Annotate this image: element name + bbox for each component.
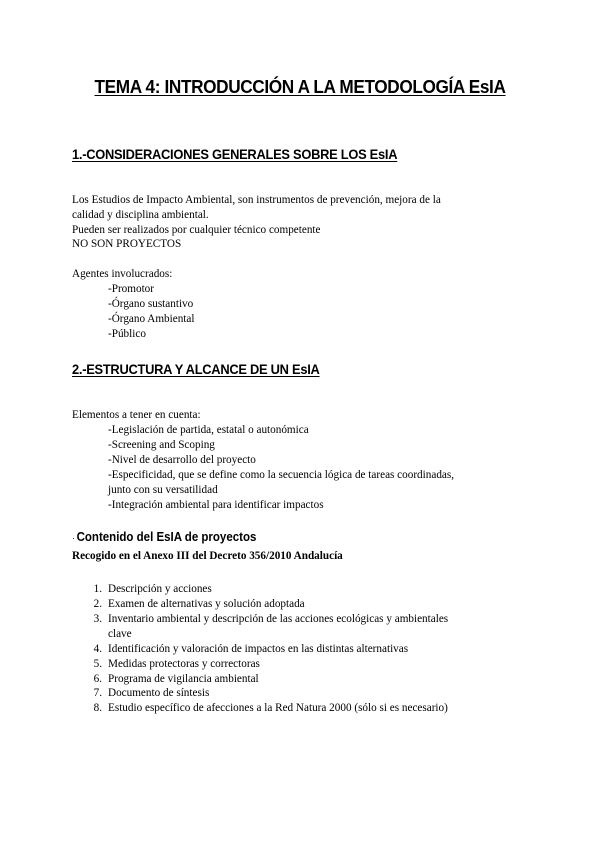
list-number: 7. bbox=[93, 687, 102, 699]
list-number: 2. bbox=[93, 598, 102, 610]
element-item: -Screening and Scoping bbox=[108, 439, 215, 451]
agent-item: -Órgano sustantivo bbox=[108, 298, 194, 310]
not-projects-line: NO SON PROYECTOS bbox=[72, 238, 182, 250]
section-3-heading bbox=[72, 530, 256, 544]
list-item: Identificación y valoración de impactos en las distintas alternativas bbox=[108, 643, 409, 655]
elements-label: Elementos a tener en cuenta: bbox=[72, 409, 201, 421]
element-item-continuation: junto con su versatilidad bbox=[108, 484, 218, 496]
list-item: Medidas protectoras y correctoras bbox=[108, 658, 260, 670]
list-item: Documento de síntesis bbox=[108, 687, 210, 699]
bullet-dot: · bbox=[72, 533, 75, 543]
section-2-heading: 2.-ESTRUCTURA Y ALCANCE DE UN EsIA bbox=[72, 361, 320, 377]
list-item: Descripción y acciones bbox=[108, 583, 212, 595]
list-item: Inventario ambiental y descripción de las acciones ecológicas y ambientales bbox=[108, 613, 449, 625]
element-item: -Integración ambiental para identificar impactos bbox=[108, 499, 324, 511]
list-item: Programa de vigilancia ambiental bbox=[108, 673, 259, 685]
list-number: 5. bbox=[93, 658, 102, 670]
list-item: Examen de alternativas y solución adoptada bbox=[108, 598, 305, 610]
agent-item: -Promotor bbox=[108, 283, 154, 295]
section-3-heading-text: Contenido del EsIA de proyectos bbox=[76, 530, 257, 544]
agents-label: Agentes involucrados: bbox=[72, 268, 173, 280]
list-item-continuation: clave bbox=[108, 628, 132, 640]
element-item: -Nivel de desarrollo del proyecto bbox=[108, 454, 256, 466]
list-item: Estudio específico de afecciones a la Red Natura 2000 (sólo si es necesario) bbox=[108, 702, 448, 714]
list-number: 1. bbox=[93, 583, 102, 595]
element-item: -Legislación de partida, estatal o autonómica bbox=[108, 424, 309, 436]
agent-item: -Órgano Ambiental bbox=[108, 313, 195, 325]
section-1-heading: 1.-CONSIDERACIONES GENERALES SOBRE LOS EsIA bbox=[72, 146, 398, 162]
list-number: 4. bbox=[93, 643, 102, 655]
element-item: -Especificidad, que se define como la secuencia lógica de tareas coordinadas, bbox=[108, 469, 455, 481]
intro-paragraph-line-2: calidad y disciplina ambiental. bbox=[72, 209, 209, 221]
list-number: 6. bbox=[93, 673, 102, 685]
technician-line: Pueden ser realizados por cualquier técnico competente bbox=[72, 224, 321, 236]
list-number: 3. bbox=[93, 613, 102, 625]
page-title: TEMA 4: INTRODUCCIÓN A LA METODOLOGÍA EsIA bbox=[94, 76, 506, 97]
section-3-subheading: Recogido en el Anexo III del Decreto 356/2010 Andalucía bbox=[72, 550, 343, 562]
list-number: 8. bbox=[93, 702, 102, 714]
intro-paragraph-line-1: Los Estudios de Impacto Ambiental, son instrumentos de prevención, mejora de la bbox=[72, 194, 441, 206]
agent-item: -Público bbox=[108, 328, 146, 340]
